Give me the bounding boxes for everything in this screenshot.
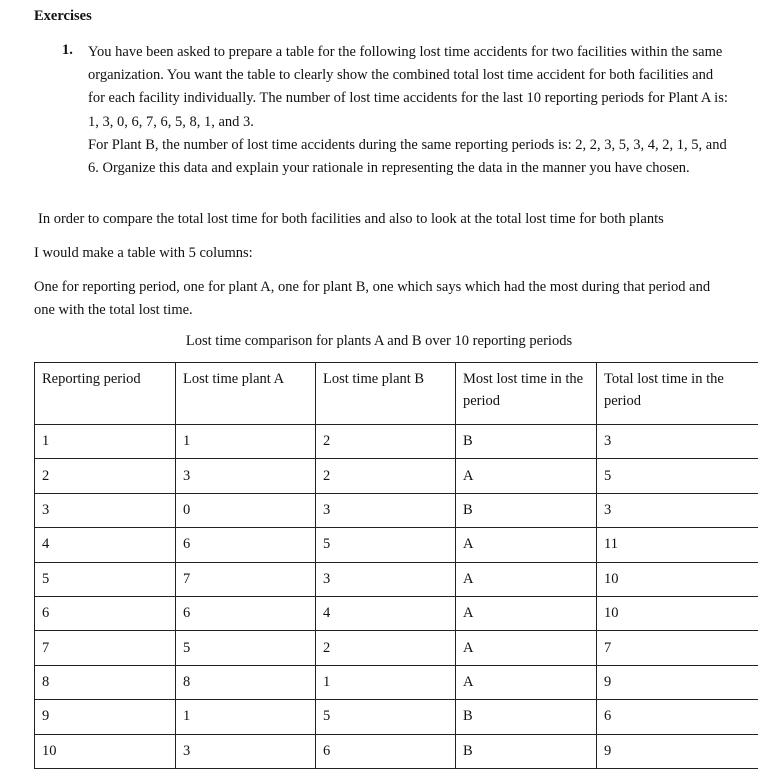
cell-period: 2 [35,459,176,493]
cell-plant-b: 2 [316,459,456,493]
answer-paragraph-1: In order to compare the total lost time for both facilities and also to look at the total lost time for both plants [38,211,664,227]
cell-most: A [456,459,597,493]
cell-total: 7 [597,631,758,665]
answer-paragraph-3: One for reporting period, one for plant A, one for plant B, one which says which had the most during that period and one with the total lost time. [34,279,711,318]
exercise-paragraph-2: For Plant B, the number of lost time accidents during the same reporting periods is: 2, 2, 3, 5, 3, 4, 2, 1, 5, and 6. Organize this data and explain your rationale in representing the data in the manner you have chosen. [88,136,727,177]
table-row [35,596,758,630]
cell-total: 11 [597,528,758,562]
cell-plant-a: 8 [176,665,316,699]
cell-period: 5 [35,562,176,596]
cell-most: A [456,665,597,699]
lost-time-table [34,362,758,769]
table-row [35,700,758,734]
cell-total: 5 [597,459,758,493]
section-heading: Exercises [34,8,92,24]
cell-total: 9 [597,665,758,699]
table-caption: Lost time comparison for plants A and B over 10 reporting periods [185,333,573,349]
table-row [35,562,758,596]
cell-plant-a: 7 [176,562,316,596]
cell-total: 10 [597,596,758,630]
cell-most: B [456,700,597,734]
table-row [35,425,758,459]
table-row [35,459,758,493]
cell-most: A [456,631,597,665]
cell-plant-a: 3 [176,459,316,493]
cell-plant-b: 5 [316,700,456,734]
cell-plant-b: 3 [316,493,456,527]
cell-plant-b: 1 [316,665,456,699]
cell-total: 3 [597,493,758,527]
exercise-paragraph-1: You have been asked to prepare a table for the following lost time accidents for two facilities within the same organization. You want the table to clearly show the combined total lost time accident for both facilities and for each facility individually. The number of lost time accidents for the last 10 reporting periods for Plant A is: 1, 3, 0, 6, 7, 6, 5, 8, 1, and 3. [88,44,728,130]
header-plant-b: Lost time plant B [316,363,456,425]
cell-plant-a: 3 [176,734,316,768]
cell-plant-b: 6 [316,734,456,768]
table-row [35,665,758,699]
cell-most: A [456,562,597,596]
table-row [35,631,758,665]
cell-plant-b: 3 [316,562,456,596]
cell-period: 4 [35,528,176,562]
cell-period: 6 [35,596,176,630]
cell-most: A [456,528,597,562]
cell-period: 7 [35,631,176,665]
cell-total: 3 [597,425,758,459]
cell-plant-a: 5 [176,631,316,665]
cell-plant-b: 5 [316,528,456,562]
table-header-row [35,363,758,425]
cell-plant-b: 2 [316,425,456,459]
cell-plant-a: 1 [176,425,316,459]
cell-most: B [456,734,597,768]
cell-total: 6 [597,700,758,734]
cell-total: 9 [597,734,758,768]
exercise-number: 1. [62,42,73,58]
cell-most: A [456,596,597,630]
cell-plant-a: 6 [176,528,316,562]
cell-plant-a: 1 [176,700,316,734]
cell-most: B [456,425,597,459]
cell-most: B [456,493,597,527]
header-reporting-period: Reporting period [35,363,176,425]
table-row [35,528,758,562]
cell-plant-b: 2 [316,631,456,665]
cell-plant-a: 6 [176,596,316,630]
header-most-lost-time: Most lost time in the period [456,363,597,425]
cell-plant-a: 0 [176,493,316,527]
cell-period: 8 [35,665,176,699]
cell-period: 1 [35,425,176,459]
exercise-text [88,41,728,180]
answer-paragraph-2: I would make a table with 5 columns: [34,245,253,261]
header-plant-a: Lost time plant A [176,363,316,425]
cell-total: 10 [597,562,758,596]
table-row [35,734,758,768]
table-row [35,493,758,527]
cell-period: 9 [35,700,176,734]
cell-period: 3 [35,493,176,527]
header-total-lost-time: Total lost time in the period [597,363,758,425]
cell-plant-b: 4 [316,596,456,630]
cell-period: 10 [35,734,176,768]
